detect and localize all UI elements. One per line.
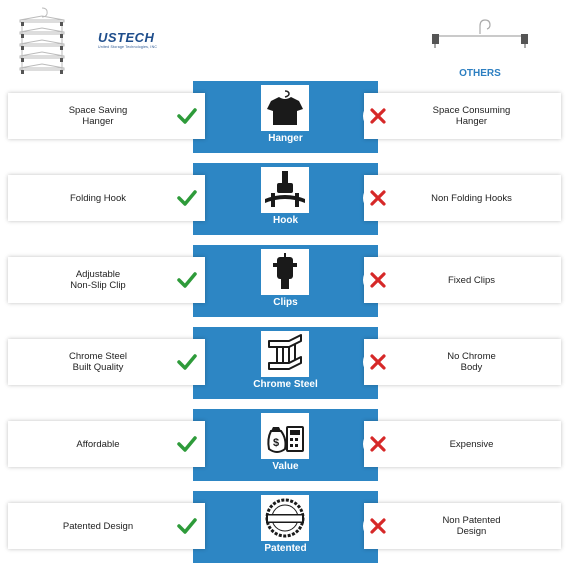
ustech-feature-text: Folding Hook (70, 192, 126, 204)
others-card (364, 93, 561, 139)
comparison-row-hook (0, 163, 569, 245)
cross-badge (363, 347, 393, 377)
check-badge (172, 429, 202, 459)
money-calculator-icon (263, 415, 307, 457)
cross-icon (368, 434, 388, 454)
feature-label: Chrome Steel (253, 379, 318, 390)
feature-icon-box (261, 249, 309, 295)
others-feature-text: Non Folding Hooks (431, 192, 512, 204)
steel-beam-icon (263, 333, 307, 375)
feature-icon-box (261, 85, 309, 131)
others-feature-text: Expensive (449, 438, 494, 450)
feature-label: Hanger (268, 133, 303, 144)
clip-icon (263, 251, 307, 293)
others-feature-text: Fixed Clips (448, 274, 495, 286)
others-feature-text: Non Patented Design (442, 515, 501, 537)
ustech-feature-text: Chrome Steel Built Quality (68, 351, 128, 373)
feature-icon-box (261, 167, 309, 213)
shirt-on-hanger-icon (263, 87, 307, 129)
cross-badge (363, 101, 393, 131)
check-badge (172, 101, 202, 131)
check-badge (172, 265, 202, 295)
others-column-label: OTHERS (459, 68, 501, 79)
check-badge (172, 511, 202, 541)
cross-icon (368, 270, 388, 290)
cross-badge (363, 265, 393, 295)
others-card (364, 175, 561, 221)
comparison-row-value (0, 409, 569, 491)
others-feature-text: No Chrome Body (447, 351, 496, 373)
others-card (364, 257, 561, 303)
comparison-row-hanger (0, 81, 569, 163)
feature-icon-box (261, 495, 309, 541)
check-icon (177, 516, 197, 536)
cross-icon (368, 352, 388, 372)
ustech-feature-text: Patented Design (62, 520, 134, 532)
cross-badge (363, 429, 393, 459)
check-icon (177, 352, 197, 372)
brand-logo: USTECH (98, 30, 155, 45)
check-icon (177, 434, 197, 454)
cross-icon (368, 516, 388, 536)
cross-badge (363, 183, 393, 213)
ustech-feature-text: Adjustable Non-Slip Clip (70, 269, 126, 291)
others-card (364, 339, 561, 385)
check-icon (177, 270, 197, 290)
cross-badge (363, 511, 393, 541)
brand-tagline: United Storage Technologies, INC (98, 45, 158, 49)
ustech-feature-text: Space Saving Hanger (68, 105, 128, 127)
check-icon (177, 106, 197, 126)
check-badge (172, 183, 202, 213)
feature-label: Hook (273, 215, 298, 226)
folding-hook-icon (263, 169, 307, 211)
check-icon (177, 188, 197, 208)
feature-icon-box (261, 331, 309, 377)
cross-icon (368, 106, 388, 126)
feature-icon-box (261, 413, 309, 459)
cross-icon (368, 188, 388, 208)
comparison-row-chrome-steel (0, 327, 569, 409)
comparison-row-patented (0, 491, 569, 573)
comparison-row-clips (0, 245, 569, 327)
feature-label: Value (272, 461, 299, 472)
others-card (364, 503, 561, 549)
others-card (364, 421, 561, 467)
check-badge (172, 347, 202, 377)
feature-label: Patented (264, 543, 307, 554)
svg-text:$: $ (273, 437, 280, 449)
ustech-feature-text: Affordable (76, 438, 120, 450)
patented-seal-icon (263, 497, 307, 539)
others-feature-text: Space Consuming Hanger (432, 105, 511, 127)
feature-label: Clips (273, 297, 298, 308)
